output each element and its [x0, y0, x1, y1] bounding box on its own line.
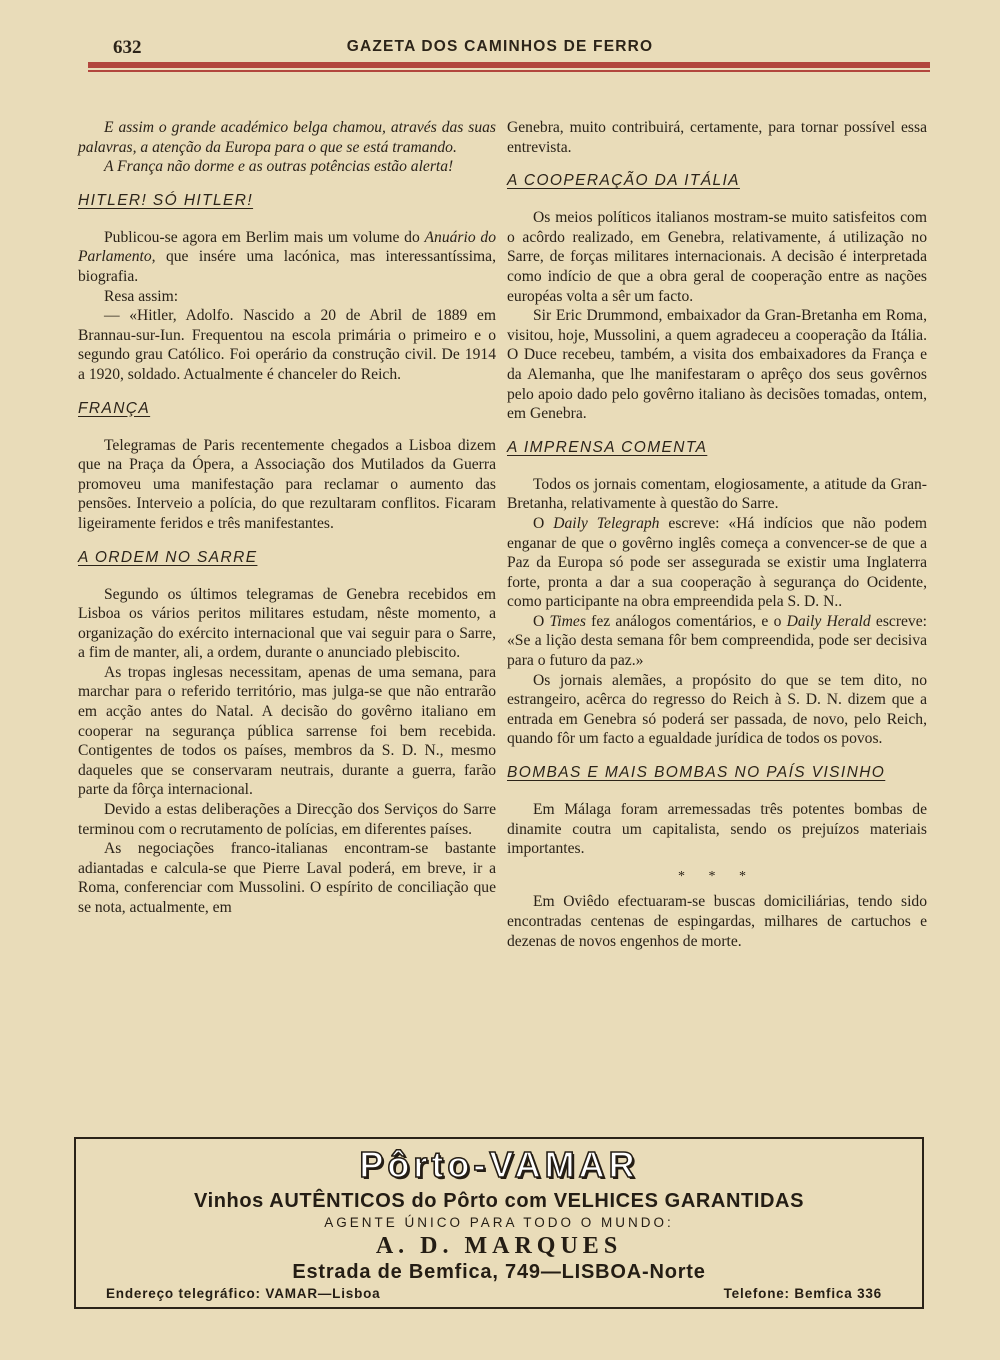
- ad-tagline: Vinhos AUTÊNTICOS do Pôrto com VELHICES GARANTIDAS: [193, 1190, 805, 1212]
- ad-agent-line: AGENTE ÚNICO PARA TODO O MUNDO:: [324, 1215, 674, 1230]
- article-paragraph: Sir Eric Drummond, embaixador da Gran-Bretanha em Roma, visitou, hoje, Mussolini, a quem agradeceu a cooperação da Itália. O Duce recebeu, também, a visita dos embaixadores da França e da Alemanha, que lhe manifestaram o aprêço dos seus govêrnos pelo apoio dado pelo govêrno italiano às decisões tomadas, ontem, em Genebra.: [507, 307, 927, 423]
- article-paragraph: Em Málaga foram arremessadas três potentes bombas de dinamite coutra um capitalista, sendo os prejuízos materiais importantes.: [507, 801, 927, 858]
- article-paragraph: Segundo os últimos telegramas de Genebra recebidos em Lisboa os vários peritos militares estudam, nêste momento, a organização do exército internacional que vai seguir para o Sarre, a fim de manter, ali, a ordem, durante o anunciado plebiscito.: [78, 585, 496, 662]
- section-heading-sarre: A ORDEM NO SARRE: [78, 548, 258, 566]
- article-paragraph: Telegramas de Paris recentemente chegados a Lisboa dizem que na Praça da Ópera, a Associação dos Mutilados da Guerra promoveu uma manifestação para reclamar o aumento das pensões. Interveio a polícia, do que rezultaram conflitos. Ficaram ligeiramente feridos e três manifestantes.: [78, 436, 496, 532]
- ad-brand: Pôrto-VAMAR: [359, 1144, 639, 1185]
- article-paragraph: Todos os jornais comentam, elogiosamente, a atitude da Gran-Bretanha, relativamente à questão do Sarre.: [507, 475, 927, 513]
- section-heading-hitler: HITLER! SÓ HITLER!: [78, 191, 254, 209]
- article-paragraph: O Daily Telegraph escreve: «Há indícios que não podem enganar de que o govêrno inglês começa a convencer-se de que a Paz da Europa só pode ser assegurada se existir uma Inglaterra forte, pronta a dar a sua cooperação à segurança do Ocidente, como participante na obra empreendida pela S. D. N..: [507, 514, 927, 611]
- article-paragraph: As tropas inglesas necessitam, apenas de uma semana, para marchar para o referido território, mas julga-se que não entrarão em acção antes do Natal. A decisão do govêrno italiano em cooperar na segurança pública sarrense foi bem recebida. Contigentes de todos os países, membros da S. D. N., mesmo daqueles que se conservaram neutrais, durante a guerra, farão parte da fôrça internacional.: [78, 663, 496, 799]
- article-paragraph: As negociações franco-italianas encontram-se bastante adiantadas e calcula-se que Pierre Laval poderá, em breve, ir a Roma, conferenciar com Mussolini. O espírito de conciliação que se nota, actualmente, em: [78, 840, 496, 916]
- running-head: GAZETA DOS CAMINHOS DE FERRO: [346, 38, 654, 55]
- article-paragraph: Os meios políticos italianos mostram-se muito satisfeitos com o acôrdo realizado, em Genebra, relativamente, á utilização no Sarre, de forças militares internacionais. A decisão é interpretada como indício de que a obra geral de cooperação entre as nações européas volta a sêr um facto.: [507, 209, 927, 305]
- article-paragraph: Genebra, muito contribuirá, certamente, para tornar possível essa entrevista.: [507, 119, 927, 156]
- article-paragraph: Publicou-se agora em Berlim mais um volume do Anuário do Parlamento, que insére uma lacónica, mas interessantíssima, biografia.: [78, 228, 496, 285]
- article-paragraph: Resa assim:: [104, 287, 179, 305]
- left-column: [78, 118, 496, 918]
- article-paragraph: Devido a estas deliberações a Direcção dos Serviços do Sarre terminou com o recrutamento de polícias, em diferentes países.: [78, 801, 496, 838]
- ad-agent-name: A. D. MARQUES: [375, 1233, 623, 1259]
- article-paragraph: O Times fez análogos comentários, e o Daily Herald escreve: «Se a lição desta semana fôr bem compreendida, pode ser decisiva para o futuro da paz.»: [507, 612, 927, 670]
- ad-telephone: Telefone: Bemfica 336: [723, 1286, 882, 1301]
- header-rule: [88, 62, 930, 68]
- section-heading-franca: FRANÇA: [78, 399, 151, 417]
- intro-paragraph: E assim o grande académico belga chamou, através das suas palavras, a atenção da Europa para o que se está tramando.: [78, 119, 496, 156]
- section-heading-imprensa: A IMPRENSA COMENTA: [507, 438, 708, 456]
- section-heading-bombas: BOMBAS E MAIS BOMBAS NO PAÍS VISINHO: [507, 764, 886, 782]
- article-paragraph: Em Oviêdo efectuaram-se buscas domiciliárias, tendo sido encontradas centenas de espingardas, milhares de cartuchos e dezenas de novos engenhos de morte.: [507, 893, 927, 950]
- intro-paragraph: A França não dorme e as outras potências estão alerta!: [104, 158, 454, 176]
- right-column: [507, 118, 927, 951]
- page-number: 632: [113, 37, 142, 58]
- ad-address: Estrada de Bemfica, 749—LISBOA-Norte: [292, 1261, 706, 1283]
- section-separator: * * *: [678, 868, 756, 884]
- ad-telegraphic-address: Endereço telegráfico: VAMAR—Lisboa: [106, 1286, 381, 1301]
- advertisement-box: [74, 1137, 924, 1309]
- section-heading-italia: A COOPERAÇÃO DA ITÁLIA: [507, 172, 740, 190]
- article-paragraph: — «Hitler, Adolfo. Nascido a 20 de Abril de 1889 em Brannau-sur-Iun. Frequentou na escola primária o primeiro e o segundo grau Católico. Foi operário da construção civil. De 1914 a 1920, soldado. Actualmente é chanceler do Reich.: [78, 307, 496, 383]
- article-paragraph: Os jornais alemães, a propósito do que se tem dito, no estrangeiro, acêrca do regresso do Reich à S. D. N. dizem que a entrada em Genebra só poderá ser passada, de novo, pelo Reich, quando fôr um facto a egualdade jurídica de todos os povos.: [507, 671, 927, 748]
- header-rule-thin: [88, 70, 930, 72]
